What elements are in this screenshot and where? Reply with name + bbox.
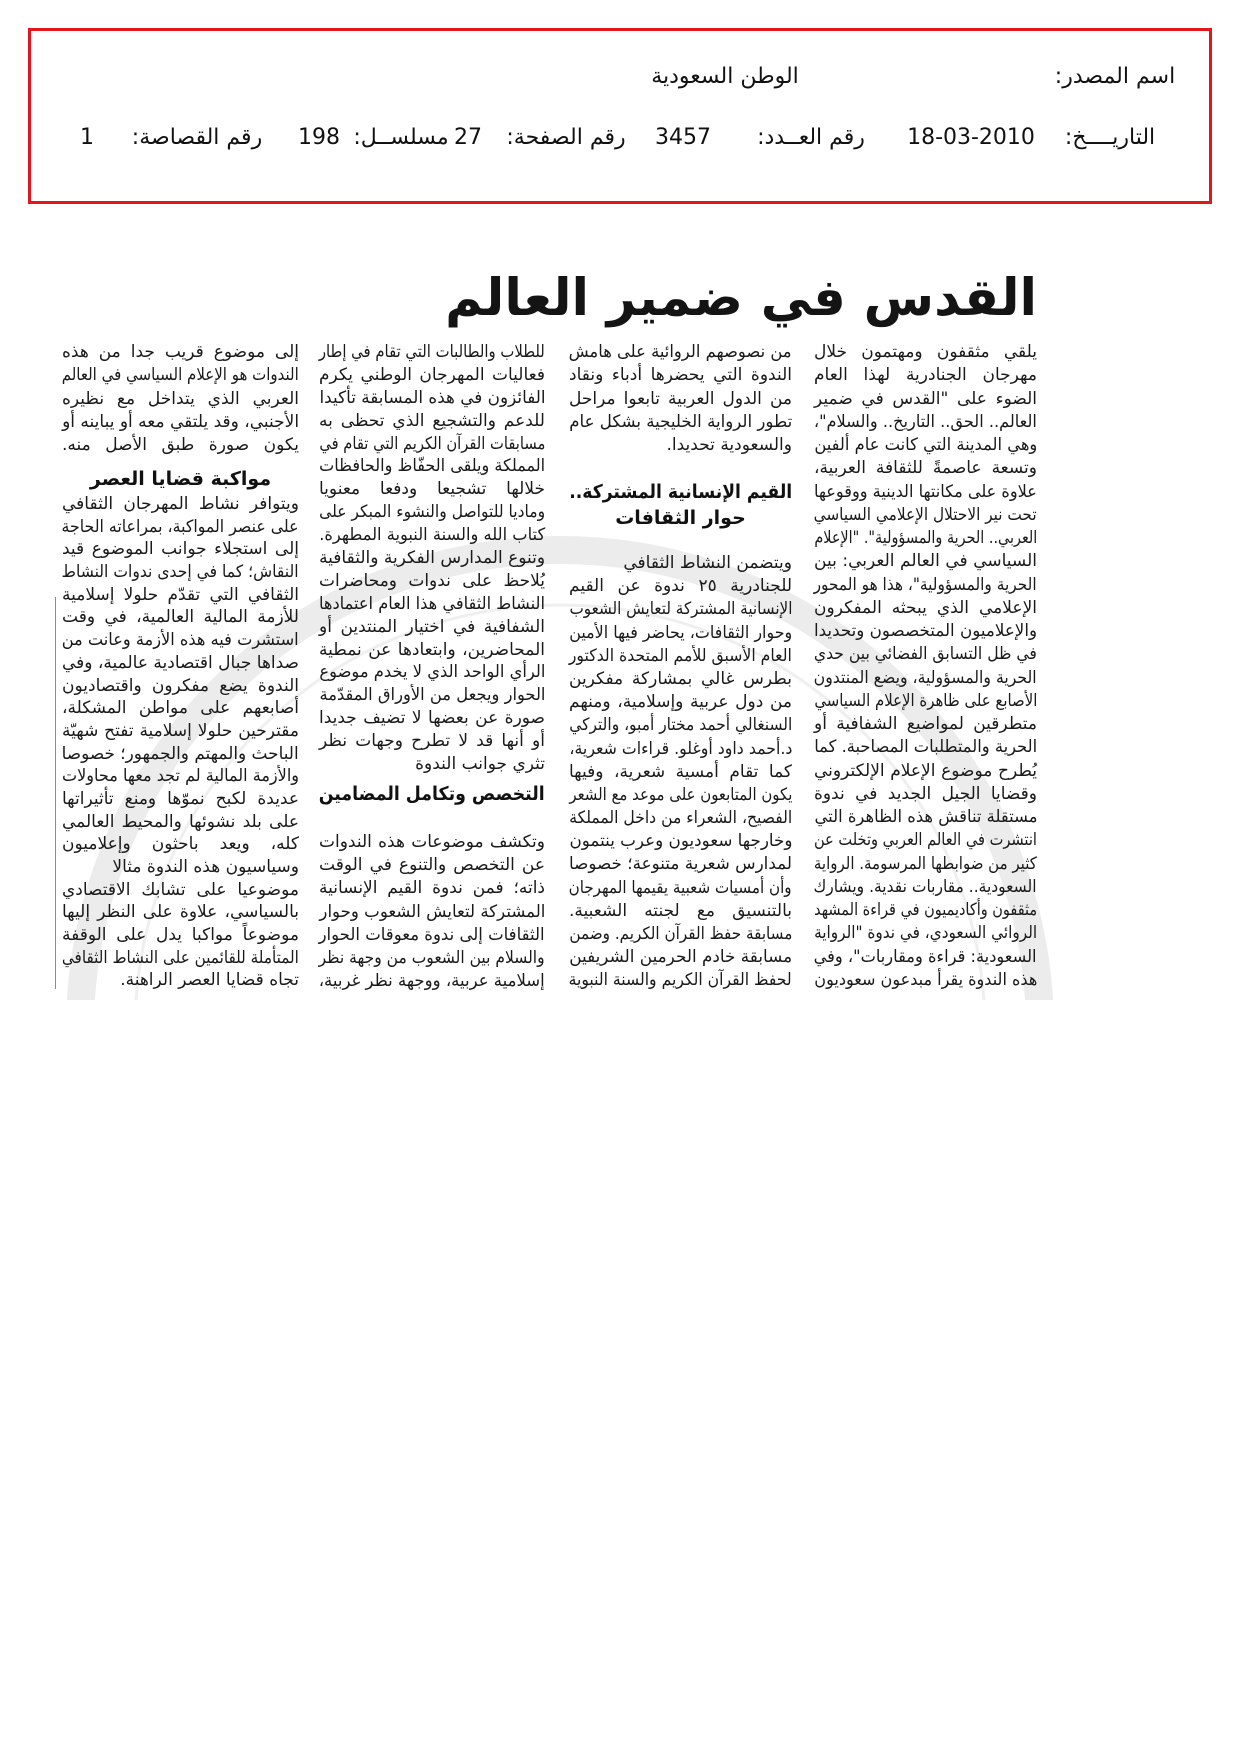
text-line [62, 561, 299, 584]
text-line-text: تطور الرواية الخليجية بشكل عام [569, 411, 792, 432]
text-line [814, 876, 1037, 899]
text-line [319, 730, 545, 753]
text-line [814, 946, 1037, 969]
text-line [319, 831, 545, 854]
subheading-line [569, 479, 792, 505]
text-line-text: الروائي السعودي، في ندوة "الرواية [814, 923, 1037, 944]
text-line [814, 783, 1037, 806]
text-line [62, 901, 299, 924]
text-line-text: مثقفون وأكاديميون في قراءة المشهد [814, 900, 1037, 920]
column-rule [55, 597, 56, 989]
text-line [319, 547, 545, 570]
text-line-text: يُلاحظ على ندوات ومحاضرات [319, 570, 545, 591]
text-line [569, 575, 792, 598]
text-line [319, 924, 545, 947]
text-line-text: وتسعة عاصمةً للثقافة العربية، [814, 458, 1037, 479]
text-line [62, 697, 299, 720]
text-line [319, 947, 545, 970]
text-line [569, 598, 792, 621]
text-line [319, 433, 545, 456]
text-line-text: وسياسيون هذه الندوة مثالا [112, 857, 299, 877]
text-line-text: العربي.. الحرية والمسؤولية". "الإعلام [814, 528, 1037, 548]
text-line-text: ذاته؛ فمن ندوة القيم الإنسانية [319, 878, 545, 899]
text-line-text: والسعودية تحديدا. [666, 435, 792, 455]
subheading-line-text: القيم الإنسانية المشتركة.. [569, 481, 792, 503]
text-line [569, 411, 792, 434]
issue-number-label: رقم العــدد: [757, 125, 865, 150]
text-line-text: موضوعيا على تشابك الاقتصادي [62, 879, 299, 900]
text-line-text: للأزمة المالية العالمية، في وقت [62, 607, 299, 628]
text-line-text: الندوات هو الإعلام السياسي في العالم [62, 365, 299, 386]
text-line-text: وخارجها سعوديون وعرب ينتمون [569, 831, 792, 852]
text-line [814, 364, 1037, 387]
text-line [62, 879, 299, 902]
text-line [62, 743, 299, 766]
text-line-text: إلى استجلاء جوانب الموضوع قيد [62, 539, 299, 560]
text-line-text: المتأملة للقائمين على النشاط الثقافي [62, 947, 299, 968]
column-1-text [814, 341, 1037, 992]
text-line-text: أو أنها قد لا تطرح وجهات نظر [319, 731, 545, 752]
text-line-text: العربي الذي يتداخل مع نظيره [62, 388, 299, 409]
text-line-text: لمدارس شعرية متنوعة؛ خصوصا [569, 854, 792, 875]
text-line-text: السنغالي أحمد مختار أمبو، والتركي [569, 715, 792, 736]
text-line [62, 516, 299, 539]
subheading-shared-values [569, 479, 792, 531]
text-line-text: السعودية.. مقاربات نقدية. ويشارك [814, 876, 1037, 897]
text-line-text: إسلامية عربية، ووجهة نظر غربية، [319, 971, 545, 992]
text-line [569, 388, 792, 411]
column-2-text-top [569, 341, 792, 457]
text-line [814, 829, 1037, 852]
text-line [62, 411, 299, 434]
text-line [814, 434, 1037, 457]
text-line [319, 387, 545, 410]
text-line [569, 434, 792, 457]
text-line-text: الضوء على "القدس في ضمير [814, 388, 1037, 409]
text-line [569, 622, 792, 645]
text-line-text: والسلام بين الشعوب من وجهة نظر [319, 947, 545, 968]
text-line-text: وقضايا الجيل الجديد في ندوة [814, 783, 1037, 804]
text-line [814, 736, 1037, 759]
text-line [62, 652, 299, 675]
text-line [814, 597, 1037, 620]
text-line-text: متطرقين لمواضيع الشفافية أو [814, 714, 1037, 734]
text-line-text: مقترحين حلولا إسلامية تفتح شهيّة [62, 720, 299, 741]
text-line-text: خلالها تشجيعا ودفعا معنويا [319, 479, 545, 500]
column-4-text-bottom [62, 493, 299, 992]
text-line-text: وماديا للتواصل والنشوء المبكر على [319, 502, 545, 523]
column-3-text-top [319, 341, 545, 776]
text-line-text: الندوة التي يحضرها أدباء ونقاد [569, 365, 792, 386]
text-line-text: الإنسانية المشتركة لتعايش الشعوب [569, 599, 792, 620]
text-line-text: وهي المدينة التي كانت عام ألفين [814, 435, 1037, 455]
issue-number-value: 3457 [655, 125, 711, 150]
date-value: 18-03-2010 [907, 125, 1035, 150]
text-line [569, 738, 792, 761]
subheading-line-text: مواكبة قضايا العصر [89, 468, 272, 490]
text-line [319, 877, 545, 900]
text-line-text: كما تقام أمسية شعرية، وفيها [569, 761, 792, 782]
text-line-text: وأن أمسيات شعبية يقيمها المهرجان [569, 877, 792, 898]
column-3-text-bottom [319, 831, 545, 993]
text-line-text: مسابقة حفظ القرآن الكريم. وضمن [569, 924, 792, 944]
text-line [62, 629, 299, 652]
text-line-text: المملكة ويلقى الحفّاظ والحافظات [319, 456, 545, 477]
text-line [569, 761, 792, 784]
text-line [814, 667, 1037, 690]
text-line-text: السعودية: قراءة ومقاربات"، وفي [814, 946, 1037, 967]
text-line [569, 645, 792, 668]
text-line-text: الباحث والمهتم والجمهور؛ خصوصا [62, 743, 299, 764]
text-line [62, 947, 299, 970]
text-line [319, 970, 545, 993]
text-line-text: علاوة على مكانتها الدينية ووقوعها [814, 481, 1037, 502]
text-line [62, 720, 299, 743]
text-line [319, 364, 545, 387]
text-line [814, 643, 1037, 666]
text-line [319, 684, 545, 707]
text-line-text: تثري جوانب الندوة [415, 754, 545, 775]
text-line [62, 493, 299, 516]
text-line-text: الحرية والمتطلبات المصاحبة. كما [814, 737, 1037, 758]
text-line [319, 639, 545, 662]
text-line [814, 969, 1037, 992]
text-line [319, 524, 545, 547]
page-number-label: رقم الصفحة: [506, 125, 626, 150]
text-line-text: المشتركة لتعايش الشعوب وحوار [319, 901, 545, 922]
text-line [319, 410, 545, 433]
text-line-text: ويتضمن النشاط الثقافي [623, 553, 792, 573]
text-line [569, 877, 792, 900]
text-line-text: الفصيح، الشعراء من داخل المملكة [569, 808, 792, 829]
text-line-text: يكون المتابعون على موعد مع الشعر [569, 784, 792, 805]
text-line-text: يلقي مثقفون ومهتمون خلال [814, 342, 1037, 362]
text-line [319, 593, 545, 616]
text-line-text: صداها جبال اقتصادية عالمية، وفي [62, 652, 299, 673]
text-line [62, 969, 299, 992]
text-line-text: بطرس غالي بمشاركة مفكرين [569, 668, 792, 689]
text-line [814, 574, 1037, 597]
clip-number-label: رقم القصاصة: [131, 125, 263, 150]
text-line [814, 922, 1037, 945]
text-line [319, 478, 545, 501]
text-line-text: الإعلامي الذي يبحثه المفكرون [814, 597, 1037, 618]
text-line-text: عديدة لكبح نموّها ومنع تأثيراتها [62, 788, 299, 809]
text-line [62, 341, 299, 364]
text-line [319, 753, 545, 776]
text-line [814, 853, 1037, 876]
text-line [62, 364, 299, 387]
text-line [814, 411, 1037, 434]
text-line [62, 675, 299, 698]
serial-value: 198 [298, 125, 340, 150]
text-line [814, 760, 1037, 783]
text-line-text: الثقافي التي تقدّم حلولا إسلامية [62, 584, 299, 605]
text-line [62, 388, 299, 411]
text-line-text: وتنوع المدارس الفكرية والثقافية [319, 548, 545, 569]
text-line-text: الحرية والمسؤولية"، هذا هو المحور [814, 574, 1037, 595]
text-line-text: العام الأسبق للأمم المتحدة الدكتور [569, 645, 792, 666]
text-line [814, 899, 1037, 922]
text-line-text: الندوة يضع مفكرون واقتصاديون [62, 675, 299, 696]
text-line-text: هذه الندوة يقرأ مبدعون سعوديون [814, 969, 1037, 990]
text-line [569, 923, 792, 946]
serial-label: مسلســل: [353, 125, 449, 150]
text-line [814, 690, 1037, 713]
text-line-text: النقاش؛ كما في إحدى ندوات النشاط [62, 562, 299, 583]
text-line [569, 807, 792, 830]
text-line-text: في ظل التسابق الفضائي بين حدي [814, 644, 1037, 665]
text-line [319, 661, 545, 684]
text-line-text: لحفظ القرآن الكريم والسنة النبوية [569, 970, 792, 991]
text-line-text: ويتوافر نشاط المهرجان الثقافي [62, 494, 299, 514]
subheading-line [319, 781, 545, 807]
text-line [569, 969, 792, 992]
text-line [319, 901, 545, 924]
text-line [569, 691, 792, 714]
text-line [814, 457, 1037, 480]
text-line [62, 584, 299, 607]
text-line-text: للدعم والتشجيع الذي تحظى به [319, 410, 545, 431]
article-title-text: القدس في ضمير العالم [445, 269, 1037, 328]
text-line-text: الأصابع على ظاهرة الإعلام السياسي [814, 690, 1037, 711]
text-line [814, 388, 1037, 411]
text-line [814, 713, 1037, 736]
text-line-text: أصابعهم على مواطن المشكلة، [62, 698, 299, 719]
clip-number-value: 1 [80, 125, 94, 150]
subheading-specialization [319, 781, 545, 807]
text-line [62, 606, 299, 629]
text-line [319, 455, 545, 478]
text-line [569, 853, 792, 876]
text-line [814, 341, 1037, 364]
text-line [569, 900, 792, 923]
text-line [62, 538, 299, 561]
source-label: اسم المصدر: [1054, 64, 1176, 89]
text-line-text: الرأي الواحد الذي لا يخدم موضوع [319, 662, 545, 683]
text-line [569, 946, 792, 969]
text-line [814, 806, 1037, 829]
text-line-text: الثقافات إلى ندوة معوقات الحوار [319, 924, 545, 945]
text-line-text: وحوار الثقافات، يحاضر فيها الأمين [569, 622, 792, 643]
date-label: التاريــــخ: [1064, 125, 1156, 150]
text-line [62, 833, 299, 856]
text-line-text: عن التخصص والتنوع في الوقت [319, 855, 545, 876]
text-line-text: موضوعاً مواكبا يدل على الوقفة [62, 925, 299, 946]
article-title [445, 264, 1037, 334]
text-line [569, 552, 792, 575]
text-line [569, 830, 792, 853]
text-line-text: يُطرح موضوع الإعلام الإلكتروني [814, 760, 1037, 781]
text-line [814, 620, 1037, 643]
text-line-text: الفائزون في هذه المسابقة تأكيدا [319, 387, 545, 408]
text-line-text: فعاليات المهرجان الوطني يكرم [319, 364, 545, 385]
text-line-text: كثير من ضوابطها المرسومة. الرواية [814, 853, 1037, 874]
text-line-text: د.أحمد داود أوغلو. قراءات شعرية، [569, 738, 792, 759]
text-line-text: كتاب الله والسنة النبوية المطهرة. [319, 525, 545, 546]
subheading-current-issues [62, 466, 299, 492]
text-line [319, 501, 545, 524]
text-line [62, 811, 299, 834]
text-line-text: من دول عربية وإسلامية، ومنهم [569, 692, 792, 713]
text-line [814, 481, 1037, 504]
text-line-text: كله، ويعد باحثون وإعلاميون [62, 834, 299, 855]
text-line [319, 341, 545, 364]
text-line-text: مستقلة تناقش هذه الظاهرة التي [814, 807, 1037, 827]
text-line-text: للطلاب والطالبات التي تقام في إطار [319, 342, 545, 362]
text-line-text: مسابقة خادم الحرمين الشريفين [569, 947, 792, 968]
text-line [569, 668, 792, 691]
text-line [814, 550, 1037, 573]
text-line-text: مهرجان الجنادرية لهذا العام [814, 365, 1037, 386]
text-line-text: وتكشف موضوعات هذه الندوات [319, 832, 545, 852]
text-line-text: المحاضرين، وابتعادها عن نمطية [319, 639, 545, 660]
subheading-line [62, 466, 299, 492]
text-line [569, 341, 792, 364]
text-line-text: الشفافية في اختيار المنتدين أو [319, 616, 545, 637]
text-line-text: والإعلاميون المتخصصون وتحديدا [814, 621, 1037, 641]
text-line [62, 856, 299, 879]
text-line [319, 707, 545, 730]
text-line-text: الأجنبي، وقد يلتقي معه أو يباينه أو [62, 411, 299, 432]
text-line-text: النشاط الثقافي هذا العام اعتمادها [319, 593, 545, 614]
text-line-text: تجاه قضايا العصر الراهنة. [120, 970, 299, 991]
subheading-line [569, 505, 792, 531]
text-line-text: إلى موضوع قريب جدا من هذه [62, 342, 299, 362]
text-line-text: والأزمة المالية لم تجد معها محاولات [62, 766, 299, 787]
source-value: الوطن السعودية [651, 64, 799, 89]
page-number-value: 27 [454, 125, 482, 150]
text-line-text: استشرت فيه هذه الأزمة وعانت من [62, 630, 299, 651]
text-line [319, 616, 545, 639]
text-line [569, 714, 792, 737]
text-line [814, 527, 1037, 550]
text-line [319, 570, 545, 593]
text-line-text: العالم.. الحق.. التاريخ.. والسلام"، [814, 411, 1037, 432]
text-line-text: انتشرت في العالم العربي وتخلت عن [814, 830, 1037, 851]
text-line [62, 924, 299, 947]
text-line-text: السياسي في العالم العربي: بين [814, 551, 1037, 572]
text-line-text: من الدول العربية تابعوا مراحل [569, 388, 792, 409]
subheading-line-text: حوار الثقافات [615, 507, 746, 529]
text-line [62, 765, 299, 788]
text-line-text: بالتنسيق مع لجنته الشعبية. [569, 900, 792, 921]
text-line-text: الحوار ويجعل من الأوراق المقدّمة [319, 685, 545, 706]
text-line [569, 784, 792, 807]
text-line-text: على بلد نشوئها والمحيط العالمي [62, 811, 299, 832]
column-4-text-top [62, 341, 299, 457]
text-line-text: تحت نير الاحتلال الإعلامي السياسي [814, 504, 1037, 525]
text-line-text: على عنصر المواكبة، بمراعاته الحاجة [62, 516, 299, 537]
text-line [62, 434, 299, 457]
text-line [62, 788, 299, 811]
column-2-text-bottom [569, 552, 792, 993]
text-line-text: يكون صورة طبق الأصل منه. [62, 435, 299, 455]
text-line-text: من نصوصهم الروائية على هامش [569, 342, 792, 362]
text-line-text: مسابقات القرآن الكريم التي تقام في [319, 433, 545, 454]
text-line-text: الحرية والمسؤولية، ويضع المنتدون [814, 667, 1037, 688]
text-line [569, 364, 792, 387]
subheading-line-text: التخصص وتكامل المضامين [319, 783, 545, 805]
text-line-text: بالسياسي، علاوة على النظر إليها [62, 902, 299, 923]
text-line [319, 854, 545, 877]
text-line [814, 504, 1037, 527]
text-line-text: للجنادرية ٢٥ ندوة عن القيم [569, 576, 793, 597]
text-line-text: صورة عن بعضها لا تضيف جديدا [319, 708, 545, 729]
